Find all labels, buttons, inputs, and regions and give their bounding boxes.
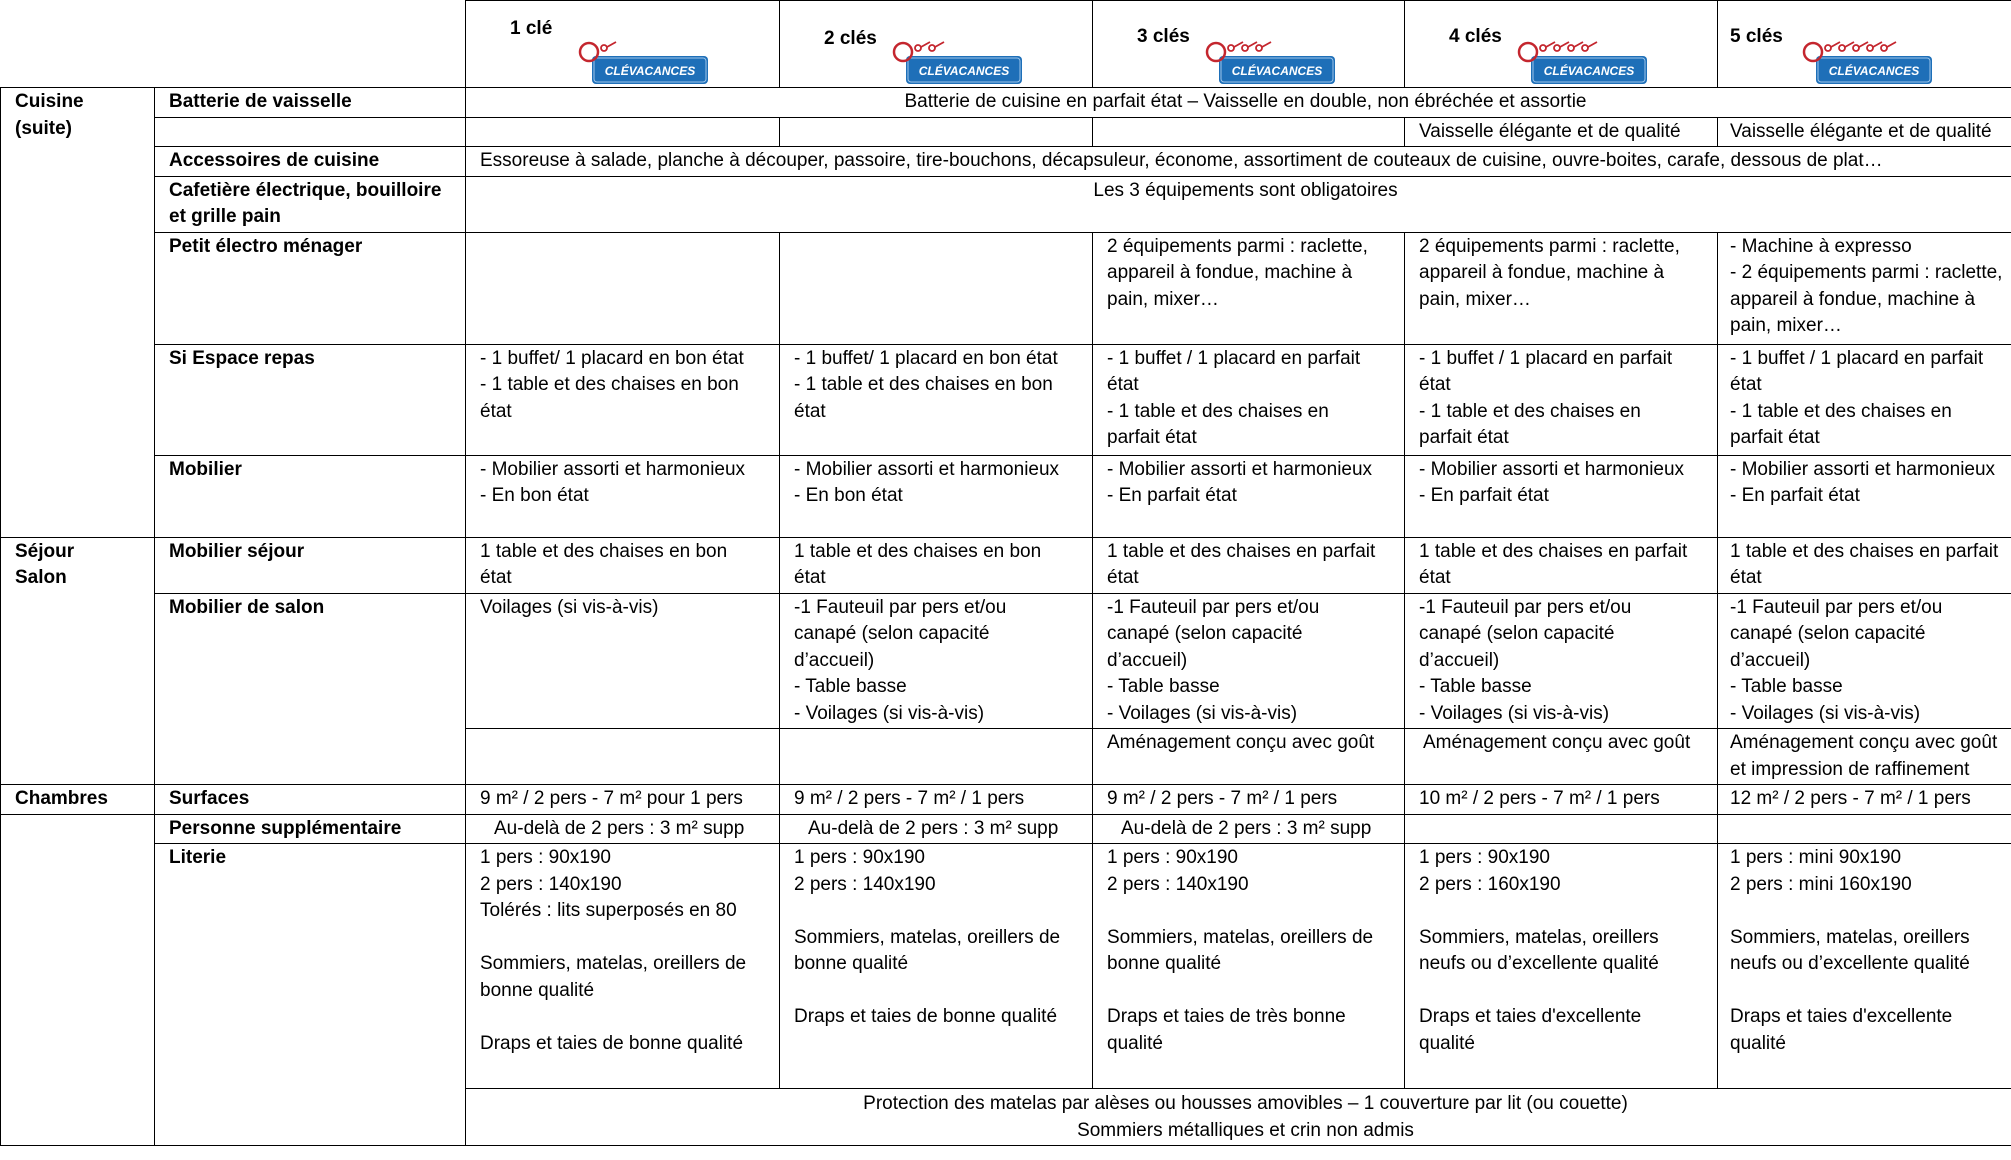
petit-electro-c3: 2 équipements parmi : raclette, appareil à fondue, machine à pain, mixer…: [1093, 232, 1405, 344]
header-label-5: 5 clés: [1730, 25, 1783, 47]
header-col-4: [1405, 1, 1718, 88]
personne-supp-c2: Au-delà de 2 pers : 3 m² supp: [780, 814, 1093, 844]
header-label-1: 1 clé: [510, 17, 553, 39]
literie-c4: 1 pers : 90x190 2 pers : 160x190 Sommiers, matelas, oreillers neufs ou d’excellente qualité Draps et taies d'excellente qualité: [1405, 844, 1718, 1089]
espace-repas-c4: - 1 buffet / 1 placard en parfait état - 1 table et des chaises en parfait état: [1405, 344, 1718, 455]
clevacances-logo: [892, 36, 1024, 88]
clevacances-logo: [1517, 36, 1649, 88]
personne-supp-c3: Au-delà de 2 pers : 3 m² supp: [1093, 814, 1405, 844]
batterie-c4: Vaisselle élégante et de qualité: [1405, 117, 1718, 147]
batterie-c3: [1093, 117, 1405, 147]
mobilier-salon-c1: Voilages (si vis-à-vis): [466, 593, 780, 729]
section-cuisine: Cuisine (suite): [1, 88, 155, 538]
personne-supp-c1: Au-delà de 2 pers : 3 m² supp: [466, 814, 780, 844]
petit-electro-c2: [780, 232, 1093, 344]
svg-text:CLÉVACANCES: CLÉVACANCES: [918, 63, 1010, 78]
personne-supp-c5: [1718, 814, 2011, 844]
surfaces-c2: 9 m² / 2 pers - 7 m² / 1 pers: [780, 785, 1093, 815]
header-label-4: 4 clés: [1449, 25, 1502, 47]
mobilier-salon-c4: -1 Fauteuil par pers et/ou canapé (selon capacité d’accueil) - Table basse - Voilages (si vis-à-vis): [1405, 593, 1718, 729]
svg-text:CLÉVACANCES: CLÉVACANCES: [1828, 63, 1920, 78]
mobilier-c2: - Mobilier assorti et harmonieux - En bon état: [780, 455, 1093, 537]
accessoires-all: Essoreuse à salade, planche à découper, passoire, tire-bouchons, décapsuleur, économe, assortiment de couteaux de cuisine, ouvre-boites, carafe, dessous de plat…: [466, 147, 2011, 177]
row-label-mobilier: Mobilier: [155, 455, 466, 537]
chambres-blank: [1, 814, 155, 1146]
amenagement-c1: [466, 729, 780, 785]
row-label-espace-repas: Si Espace repas: [155, 344, 466, 455]
header-label-2: 2 clés: [824, 27, 877, 49]
mobilier-c5: - Mobilier assorti et harmonieux - En parfait état: [1718, 455, 2011, 537]
literie-c2: 1 pers : 90x190 2 pers : 140x190 Sommiers, matelas, oreillers de bonne qualité Draps et taies de bonne qualité: [780, 844, 1093, 1089]
amenagement-c3: Aménagement conçu avec goût: [1093, 729, 1405, 785]
literie-c5: 1 pers : mini 90x190 2 pers : mini 160x190 Sommiers, matelas, oreillers neufs ou d’excellente qualité Draps et taies d'excellente qualité: [1718, 844, 2011, 1089]
amenagement-c2: [780, 729, 1093, 785]
amenagement-c5: Aménagement conçu avec goût et impression de raffinement: [1718, 729, 2011, 785]
header-label-3: 3 clés: [1137, 25, 1190, 47]
row-label-batterie: Batterie de vaisselle: [155, 88, 466, 118]
surfaces-c4: 10 m² / 2 pers - 7 m² / 1 pers: [1405, 785, 1718, 815]
cafetiere-all: Les 3 équipements sont obligatoires: [466, 176, 2011, 232]
mobilier-sejour-c1: 1 table et des chaises en bon état: [466, 537, 780, 593]
row-label-personne-supp: Personne supplémentaire: [155, 814, 466, 844]
surfaces-c3: 9 m² / 2 pers - 7 m² / 1 pers: [1093, 785, 1405, 815]
svg-text:CLÉVACANCES: CLÉVACANCES: [1543, 63, 1635, 78]
header-col-2: [780, 1, 1093, 88]
batterie-blank-label: [155, 117, 466, 147]
mobilier-salon-c2: -1 Fauteuil par pers et/ou canapé (selon capacité d’accueil) - Table basse - Voilages (si vis-à-vis): [780, 593, 1093, 729]
section-chambres: Chambres: [1, 785, 155, 815]
row-label-surfaces: Surfaces: [155, 785, 466, 815]
literie-c1: 1 pers : 90x190 2 pers : 140x190 Tolérés : lits superposés en 80 Sommiers, matelas, oreillers de bonne qualité Draps et taies de bonne qualité: [466, 844, 780, 1089]
header-col-5: [1718, 1, 2011, 88]
literie-c3: 1 pers : 90x190 2 pers : 140x190 Sommiers, matelas, oreillers de bonne qualité Draps et taies de très bonne qualité: [1093, 844, 1405, 1089]
mobilier-sejour-c5: 1 table et des chaises en parfait état: [1718, 537, 2011, 593]
petit-electro-c1: [466, 232, 780, 344]
espace-repas-c5: - 1 buffet / 1 placard en parfait état - 1 table et des chaises en parfait état: [1718, 344, 2011, 455]
espace-repas-c3: - 1 buffet / 1 placard en parfait état - 1 table et des chaises en parfait état: [1093, 344, 1405, 455]
personne-supp-c4: [1405, 814, 1718, 844]
mobilier-sejour-c4: 1 table et des chaises en parfait état: [1405, 537, 1718, 593]
row-label-mobilier-salon: Mobilier de salon: [155, 593, 466, 785]
svg-text:CLÉVACANCES: CLÉVACANCES: [1231, 63, 1323, 78]
espace-repas-c1: - 1 buffet/ 1 placard en bon état - 1 table et des chaises en bon état: [466, 344, 780, 455]
espace-repas-c2: - 1 buffet/ 1 placard en bon état - 1 table et des chaises en bon état: [780, 344, 1093, 455]
clevacances-logo: [1802, 36, 1934, 88]
svg-text:CLÉVACANCES: CLÉVACANCES: [604, 63, 696, 78]
row-label-literie: Literie: [155, 844, 466, 1146]
mobilier-sejour-c2: 1 table et des chaises en bon état: [780, 537, 1093, 593]
mobilier-c1: - Mobilier assorti et harmonieux - En bon état: [466, 455, 780, 537]
mobilier-sejour-c3: 1 table et des chaises en parfait état: [1093, 537, 1405, 593]
mobilier-salon-c5: -1 Fauteuil par pers et/ou canapé (selon capacité d’accueil) - Table basse - Voilages (si vis-à-vis): [1718, 593, 2011, 729]
header-col-3: [1093, 1, 1405, 88]
batterie-all: Batterie de cuisine en parfait état – Vaisselle en double, non ébréchée et assortie: [466, 88, 2011, 118]
header-col-1: [466, 1, 780, 88]
petit-electro-c4: 2 équipements parmi : raclette, appareil à fondue, machine à pain, mixer…: [1405, 232, 1718, 344]
row-label-accessoires: Accessoires de cuisine: [155, 147, 466, 177]
row-label-mobilier-sejour: Mobilier séjour: [155, 537, 466, 593]
row-label-cafetiere: Cafetière électrique, bouilloire et grille pain: [155, 176, 466, 232]
mobilier-c3: - Mobilier assorti et harmonieux - En parfait état: [1093, 455, 1405, 537]
surfaces-c5: 12 m² / 2 pers - 7 m² / 1 pers: [1718, 785, 2011, 815]
row-label-petit-electro: Petit électro ménager: [155, 232, 466, 344]
clevacances-logo: [1205, 36, 1337, 88]
header-blank: [1, 1, 466, 88]
section-sejour: Séjour Salon: [1, 537, 155, 785]
batterie-c2: [780, 117, 1093, 147]
petit-electro-c5: - Machine à expresso - 2 équipements parmi : raclette, appareil à fondue, machine à pain, mixer…: [1718, 232, 2011, 344]
amenagement-c4: Aménagement conçu avec goût: [1405, 729, 1718, 785]
mobilier-salon-c3: -1 Fauteuil par pers et/ou canapé (selon capacité d’accueil) - Table basse - Voilages (si vis-à-vis): [1093, 593, 1405, 729]
batterie-c1: [466, 117, 780, 147]
batterie-c5: Vaisselle élégante et de qualité: [1718, 117, 2011, 147]
mobilier-c4: - Mobilier assorti et harmonieux - En parfait état: [1405, 455, 1718, 537]
clevacances-logo: [578, 36, 710, 88]
surfaces-c1: 9 m² / 2 pers - 7 m² pour 1 pers: [466, 785, 780, 815]
protection-all: Protection des matelas par alèses ou housses amovibles – 1 couverture par lit (ou couette) Sommiers métalliques et crin non admis: [466, 1089, 2011, 1146]
